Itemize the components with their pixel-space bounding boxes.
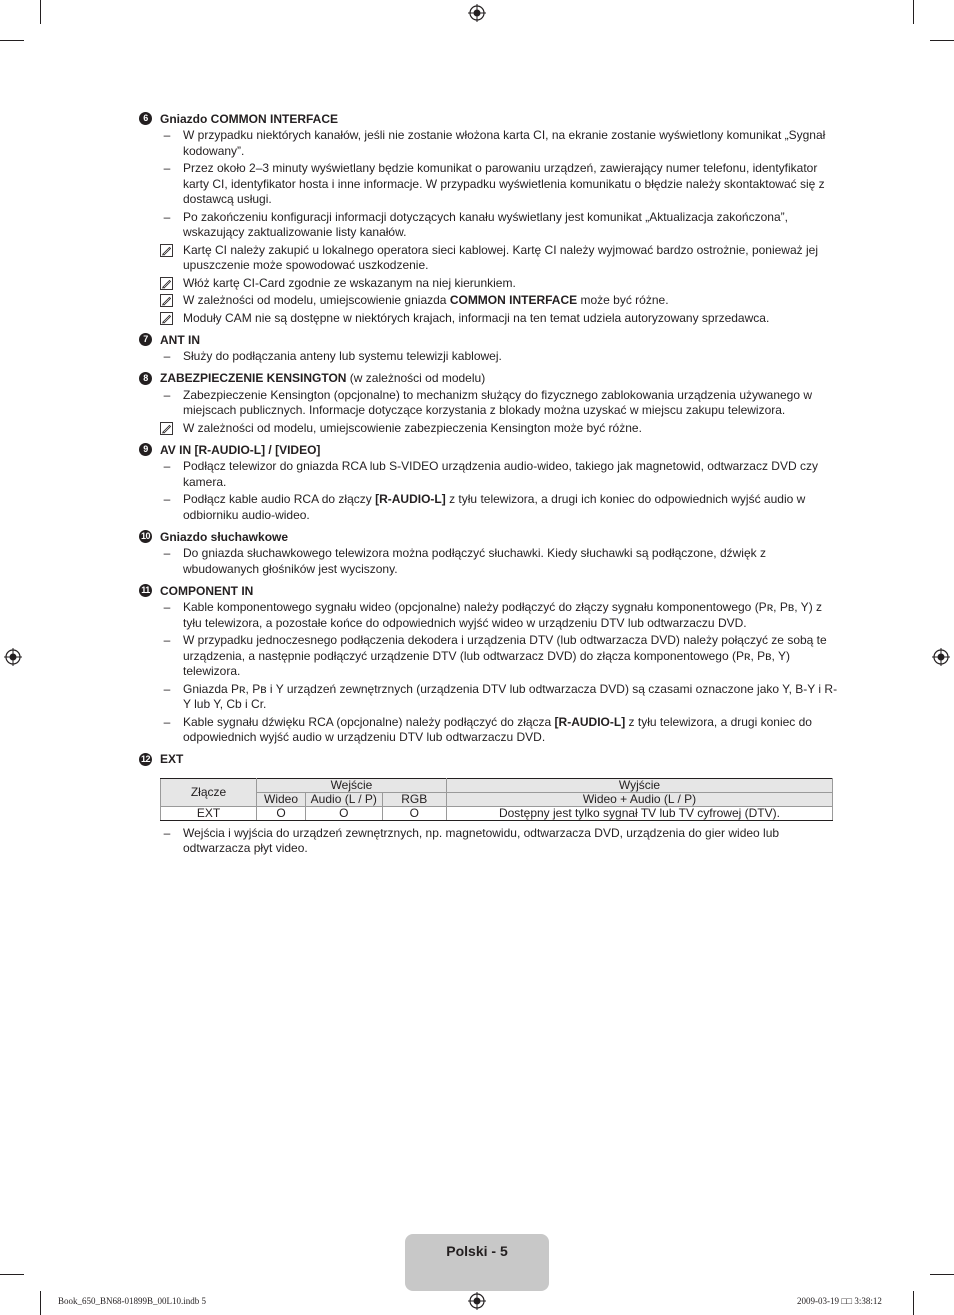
section-number-badge: 12	[140, 753, 150, 764]
list-item	[139, 421, 839, 437]
item-text: Włóż kartę CI-Card zgodnie ze wskazanym na niej kierunkiem.	[183, 275, 516, 290]
section-number-badge: 8	[139, 372, 152, 385]
dash-marker: –	[163, 161, 171, 175]
dash-marker: –	[163, 209, 171, 224]
crop-mark	[930, 1274, 954, 1275]
section-title-text: ANT IN	[160, 332, 200, 347]
registration-mark-icon	[468, 1292, 486, 1310]
section-heading	[139, 110, 839, 127]
section-heading	[139, 331, 839, 348]
section-title-text: Gniazdo słuchawkowe	[160, 529, 289, 544]
registration-mark-icon	[468, 4, 486, 22]
dash-marker: –	[163, 546, 171, 560]
section-title-text: AV IN [R-AUDIO-L] / [VIDEO]	[160, 442, 321, 457]
ext-table-sub-audio: Audio (L / P)	[306, 792, 383, 806]
list-item	[139, 715, 839, 746]
item-text: Kable komponentowego sygnału wideo (opcjonalne) należy podłączyć do złączy sygnału komponentowego (Pʀ, Pʙ, Y) z tyłu telewizora, a pozostałe końce do odpowiednich wyjść wideo w urządzeniu DTV lub odtwarzaczu DVD.	[183, 600, 823, 630]
ext-table-cell-output: Dostępny jest tylko sygnał TV lub TV cyfrowej (DTV).	[446, 806, 832, 820]
dash-marker: –	[163, 600, 171, 614]
dash-marker: –	[163, 714, 171, 729]
registration-mark-icon	[4, 648, 22, 666]
dash-marker: –	[163, 387, 171, 402]
section-7	[139, 331, 839, 370]
item-text: Zabezpieczenie Kensington (opcjonalne) to mechanizm służący do fizycznego zablokowania urządzenia używanego w miejscach publicznych. Informacje dotyczące korzystania z blokady można uzyskać w miejscu zakupu telewizora.	[183, 387, 813, 417]
section-6	[139, 110, 839, 331]
crop-mark	[0, 40, 24, 41]
list-item	[139, 293, 839, 309]
list-item	[139, 459, 839, 490]
item-text: Po zakończeniu konfiguracji informacji dotyczących kanału wyświetlany jest komunikat „Aktualizacja zakończona”, wskazujący zaktualizowanie listy kanałów.	[183, 209, 788, 239]
section-12	[139, 751, 839, 772]
item-text: z tyłu telewizora, a drugi koniec do odpowiednich wyjść audio w urządzeniu DTV lub odtwarzaczu DVD.	[183, 714, 812, 744]
section-number-badge: 9	[139, 443, 152, 456]
crop-mark	[40, 1291, 41, 1315]
crop-mark	[0, 1274, 24, 1275]
dash-marker: –	[163, 349, 171, 363]
section-heading	[139, 441, 839, 458]
section-list	[139, 110, 839, 772]
dash-marker: –	[163, 128, 171, 142]
note-icon	[160, 422, 173, 435]
item-text-bold: COMMON INTERFACE	[449, 293, 578, 307]
item-text-bold: [R-AUDIO-L]	[554, 714, 626, 729]
ext-table-cell-name: EXT	[161, 806, 257, 820]
footer-file-info: Book_650_BN68-01899B_00L10.indb 5	[58, 1296, 207, 1306]
page-number: Polski - 5	[446, 1243, 508, 1259]
section-title	[160, 584, 253, 598]
ext-table-cell-audio: O	[306, 806, 383, 820]
dash-marker: –	[163, 459, 171, 473]
ext-note-text: Wejścia i wyjścia do urządzeń zewnętrznych, np. magnetowidu, odtwarzacza DVD, urządzenia do gier wideo lub odtwarzacza płyt video.	[183, 825, 780, 855]
section-title	[160, 371, 485, 385]
item-text: Gniazda Pʀ, Pʙ i Y urządzeń zewnętrznych (urządzenia DTV lub odtwarzacza DVD) są czasami oznaczone jako Y, B-Y i R-Y lub Y, Cb i Cr.	[183, 681, 838, 711]
item-text: W zależności od modelu, umiejscowienie zabezpieczenia Kensington może być różne.	[183, 420, 642, 435]
document-body	[139, 110, 839, 859]
item-text: Podłącz telewizor do gniazda RCA lub S-VIDEO urządzenia audio-wideo, takiego jak magnetowid, odtwarzacz DVD czy kamera.	[183, 459, 818, 489]
section-title	[160, 333, 200, 347]
list-item	[139, 161, 839, 208]
item-text: W przypadku niektórych kanałów, jeśli nie zostanie włożona karta CI, na ekranie zostanie wyświetlony komunikat „Sygnał kodowany”.	[183, 128, 826, 158]
registration-mark-icon	[932, 648, 950, 666]
item-text: Kartę CI należy zakupić u lokalnego operatora sieci kablowej. Kartę CI należy wyjmować bardzo ostrożnie, ponieważ jej upuszczenie może spowodować uszkodzenie.	[183, 242, 818, 272]
ext-table-cell-video: O	[257, 806, 306, 820]
dash-marker: –	[163, 492, 171, 506]
section-title-text: ZABEZPIECZENIE KENSINGTON	[160, 371, 347, 385]
section-title	[160, 443, 320, 457]
section-number-badge: 6	[139, 112, 152, 125]
item-text: Podłącz kable audio RCA do złączy	[183, 492, 376, 506]
section-number-badge: 10	[140, 531, 150, 541]
ext-table-header-output: Wyjście	[446, 778, 832, 792]
section-title-text: Gniazdo COMMON INTERFACE	[160, 111, 338, 126]
section-heading	[139, 370, 839, 387]
ext-table	[160, 778, 833, 821]
section-number-badge: 11	[139, 584, 152, 597]
item-text: W przypadku jednoczesnego podłączenia dekodera i urządzenia DTV (lub odtwarzacza DVD) należy połączyć ze sobą te urządzenia, a następnie podłączyć urządzenie DTV (lub odtwarzacz DVD) do złącza komponentowego (Pʀ, Pʙ, Y) telewizora.	[183, 633, 827, 678]
crop-mark	[40, 0, 41, 24]
section-8	[139, 370, 839, 442]
note-icon	[160, 277, 173, 290]
ext-table-sub-output: Wideo + Audio (L / P)	[446, 792, 832, 806]
section-10	[139, 528, 839, 582]
item-text: Służy do podłączania anteny lub systemu telewizji kablowej.	[183, 349, 502, 363]
ext-table-cell-rgb: O	[382, 806, 446, 820]
dash-marker: –	[163, 825, 171, 840]
list-item	[139, 243, 839, 274]
list-item	[139, 276, 839, 292]
ext-table-sub-video: Wideo	[257, 792, 306, 806]
ext-table-header-input: Wejście	[257, 778, 447, 792]
note-icon	[160, 244, 173, 257]
ext-table-header-connector: Złącze	[161, 778, 257, 806]
footer-timestamp: 2009-03-19 □□ 3:38:12	[797, 1296, 882, 1306]
list-item	[139, 546, 839, 577]
note-icon	[160, 312, 173, 325]
section-heading	[139, 528, 839, 545]
crop-mark	[913, 0, 914, 24]
section-heading	[139, 582, 839, 599]
note-icon	[160, 294, 173, 307]
section-title	[160, 530, 288, 544]
section-title-suffix: (w zależności od modelu)	[346, 371, 486, 385]
list-item	[139, 682, 839, 713]
list-item	[139, 388, 839, 419]
section-11	[139, 582, 839, 751]
ext-table-sub-rgb: RGB	[382, 792, 446, 806]
section-title-text: EXT	[160, 752, 184, 766]
list-item	[139, 633, 839, 680]
section-title-text: COMPONENT IN	[160, 583, 254, 598]
item-text: Do gniazda słuchawkowego telewizora można podłączyć słuchawki. Kiedy słuchawki są podłączone, dźwięk z wbudowanych głośników jest wyciszony.	[183, 546, 766, 576]
ext-note	[139, 826, 839, 857]
item-text-bold: [R-AUDIO-L]	[375, 492, 446, 506]
section-title	[160, 112, 338, 126]
dash-marker: –	[163, 681, 171, 696]
section-number-badge: 7	[139, 333, 152, 346]
item-text: może być różne.	[577, 293, 669, 307]
item-text: Moduły CAM nie są dostępne w niektórych krajach, informacji na ten temat udziela autoryzowany sprzedawca.	[183, 310, 770, 325]
table-row	[161, 806, 833, 820]
item-text: W zależności od modelu, umiejscowienie gniazda	[183, 293, 450, 307]
list-item	[139, 311, 839, 327]
item-text: z tyłu telewizora, a drugi ich koniec do odpowiednich wyjść audio w odbiorniku audio-wideo.	[183, 492, 806, 522]
list-item	[139, 349, 839, 365]
list-item	[139, 128, 839, 159]
list-item	[139, 600, 839, 631]
dash-marker: –	[163, 633, 171, 647]
crop-mark	[930, 40, 954, 41]
item-text: Przez około 2–3 minuty wyświetlany będzie komunikat o parowaniu urządzeń, zawierający numer telefonu, identyfikator karty CI, identyfikator hosta i inne informacje. W przypadku wyświetlenia komunikatu o błędzie należy skontaktować się z dostawcą usługi.	[183, 161, 825, 206]
list-item	[139, 210, 839, 241]
section-9	[139, 441, 839, 528]
crop-mark	[913, 1291, 914, 1315]
list-item	[139, 492, 839, 523]
section-heading	[139, 751, 839, 768]
item-text: Kable sygnału dźwięku RCA (opcjonalne) należy podłączyć do złącza	[183, 714, 555, 729]
section-title	[160, 752, 183, 766]
